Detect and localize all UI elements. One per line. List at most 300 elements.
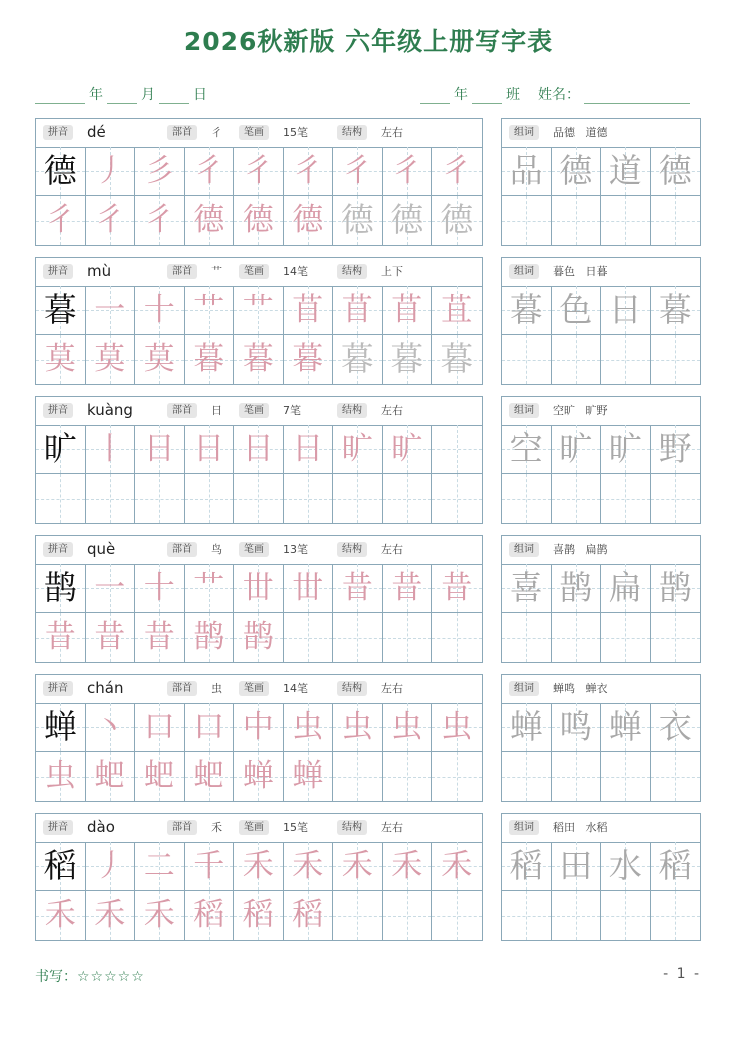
stroke-step: 日 — [242, 431, 274, 467]
grid-cell[interactable] — [86, 335, 136, 384]
grid-cell[interactable] — [135, 425, 185, 474]
grid-cell[interactable] — [432, 564, 482, 613]
grid-cell[interactable] — [135, 196, 185, 245]
radical-value: 虫 — [211, 682, 222, 695]
grid-cell[interactable] — [383, 891, 433, 940]
grid-cell[interactable] — [36, 147, 86, 196]
grid-cell[interactable] — [432, 842, 482, 891]
radical-value: 禾 — [211, 821, 222, 834]
grid-cell[interactable] — [383, 564, 433, 613]
model-character: 蝉 — [43, 707, 77, 746]
word-character: 喜 — [509, 568, 543, 607]
trace-character: 暮 — [340, 339, 374, 378]
grid-cell[interactable] — [601, 474, 651, 523]
grid-cell[interactable] — [432, 752, 482, 801]
trace-character: 德 — [340, 200, 374, 239]
stroke-step: 蝉 — [292, 758, 324, 794]
grid-cell[interactable] — [552, 474, 602, 523]
stroke-step: 莫 — [94, 341, 126, 377]
grid-cell[interactable] — [333, 474, 383, 523]
class-blank[interactable] — [472, 89, 502, 104]
grid-cell[interactable] — [86, 564, 136, 613]
word-character: 野 — [658, 429, 692, 468]
words-grid — [502, 286, 700, 384]
stroke-step: 彳 — [143, 202, 175, 238]
stroke-step: 彳 — [292, 153, 324, 189]
grid-cell[interactable] — [601, 147, 651, 196]
grid-cell[interactable] — [135, 286, 185, 335]
grid-cell[interactable] — [185, 842, 235, 891]
grid-cell[interactable] — [333, 613, 383, 662]
grid-cell[interactable] — [601, 564, 651, 613]
grid-cell[interactable] — [284, 842, 334, 891]
grid-cell[interactable] — [552, 425, 602, 474]
stroke-step: 艹 — [242, 292, 274, 328]
stroke-step: 十 — [143, 292, 175, 328]
grid-cell[interactable] — [234, 613, 284, 662]
word-character: 空 — [509, 429, 543, 468]
strokes-value: 7笔 — [283, 404, 301, 417]
structure-value: 左右 — [381, 543, 403, 556]
day-blank[interactable] — [159, 89, 189, 104]
char-meta — [36, 814, 482, 842]
grid-cell[interactable] — [383, 147, 433, 196]
grid-cell[interactable] — [86, 703, 136, 752]
word-character: 德 — [658, 151, 692, 190]
pinyin-value: chán — [87, 679, 124, 697]
month-blank[interactable] — [107, 89, 137, 104]
grid-cell[interactable] — [234, 752, 284, 801]
date-line — [35, 84, 211, 104]
grid-cell[interactable] — [284, 147, 334, 196]
grid-cell[interactable] — [86, 147, 136, 196]
stroke-step: 禾 — [292, 848, 324, 884]
grid-cell[interactable] — [552, 335, 602, 384]
stroke-step: 旷 — [391, 431, 423, 467]
grid-cell[interactable] — [185, 425, 235, 474]
grid-cell[interactable] — [651, 147, 701, 196]
grid-cell[interactable] — [284, 564, 334, 613]
grid-cell[interactable] — [432, 703, 482, 752]
grid-cell[interactable] — [234, 842, 284, 891]
grid-cell[interactable] — [284, 335, 334, 384]
stroke-step: 日 — [143, 431, 175, 467]
grid-cell[interactable] — [135, 703, 185, 752]
stroke-step: 昔 — [391, 570, 423, 606]
grid-cell[interactable] — [234, 425, 284, 474]
grid-cell[interactable] — [432, 474, 482, 523]
grid-cell[interactable] — [552, 842, 602, 891]
stroke-step: 艹 — [193, 570, 225, 606]
words-grid — [502, 703, 700, 801]
word-character: 扁 — [608, 568, 642, 607]
grid-cell[interactable] — [432, 425, 482, 474]
grid-cell[interactable] — [651, 613, 701, 662]
class-name-line — [420, 84, 690, 104]
grid-cell[interactable] — [432, 891, 482, 940]
stroke-step: 旷 — [341, 431, 373, 467]
stroke-step: 中 — [242, 709, 274, 745]
radical-tag: 部首 — [167, 820, 197, 835]
grid-cell[interactable] — [86, 474, 136, 523]
grid-cell[interactable] — [234, 564, 284, 613]
structure-tag: 结构 — [337, 125, 367, 140]
grid-cell[interactable] — [552, 564, 602, 613]
grid-cell[interactable] — [383, 842, 433, 891]
grid-cell[interactable] — [86, 196, 136, 245]
stroke-step: 禾 — [44, 897, 76, 933]
grid-cell[interactable] — [601, 196, 651, 245]
radical-value: 彳 — [211, 126, 222, 139]
grid-cell[interactable] — [333, 196, 383, 245]
grid-cell[interactable] — [651, 335, 701, 384]
year-blank[interactable] — [35, 89, 85, 104]
grade-label: 年 — [454, 87, 468, 103]
words-card — [501, 813, 701, 941]
stroke-step: 彳 — [441, 153, 473, 189]
grid-cell[interactable] — [333, 891, 383, 940]
stroke-step: 禾 — [143, 897, 175, 933]
stroke-step: 禾 — [242, 848, 274, 884]
grid-cell[interactable] — [333, 286, 383, 335]
page-title: 2026秋新版 六年级上册写字表 — [183, 27, 554, 56]
model-character: 旷 — [43, 429, 77, 468]
stroke-step: 稻 — [292, 897, 324, 933]
words-meta — [502, 119, 700, 147]
grid-cell[interactable] — [333, 752, 383, 801]
grade-blank[interactable] — [420, 89, 450, 104]
grid-cell[interactable] — [333, 425, 383, 474]
stroke-step: 蚆 — [143, 758, 175, 794]
stroke-step: 虫 — [292, 709, 324, 745]
stroke-step: 千 — [193, 848, 225, 884]
stroke-step: 苜 — [292, 292, 324, 328]
page-number: - 1 - — [663, 966, 701, 982]
grid-cell[interactable] — [502, 842, 552, 891]
grid-cell[interactable] — [502, 474, 552, 523]
stroke-step: 昔 — [94, 619, 126, 655]
grid-cell[interactable] — [86, 752, 136, 801]
grid-cell[interactable] — [185, 891, 235, 940]
strokes-tag: 笔画 — [239, 542, 269, 557]
stroke-step: 蝉 — [242, 758, 274, 794]
grid-cell[interactable] — [284, 703, 334, 752]
words-tag: 组词 — [509, 542, 539, 557]
char-card — [35, 535, 483, 663]
radical-value: 日 — [211, 404, 222, 417]
grid-cell[interactable] — [502, 196, 552, 245]
grid-cell[interactable] — [86, 613, 136, 662]
grid-cell[interactable] — [552, 613, 602, 662]
grid-cell[interactable] — [601, 613, 651, 662]
grid-cell[interactable] — [651, 196, 701, 245]
grid-cell[interactable] — [135, 891, 185, 940]
grid-cell[interactable] — [383, 703, 433, 752]
grid-cell[interactable] — [432, 196, 482, 245]
grid-cell[interactable] — [185, 286, 235, 335]
grid-cell[interactable] — [552, 703, 602, 752]
grid-cell[interactable] — [601, 703, 651, 752]
trace-character: 德 — [390, 200, 424, 239]
grid-cell[interactable] — [651, 564, 701, 613]
grid-cell[interactable] — [86, 842, 136, 891]
radical-tag: 部首 — [167, 542, 197, 557]
name-blank[interactable] — [584, 89, 690, 104]
structure-tag: 结构 — [337, 681, 367, 696]
words-value: 空旷 旷野 — [553, 404, 608, 417]
word-character: 鹊 — [559, 568, 593, 607]
pinyin-value: què — [87, 540, 116, 558]
grid-cell[interactable] — [284, 474, 334, 523]
grid-cell[interactable] — [234, 891, 284, 940]
grid-cell[interactable] — [36, 564, 86, 613]
words-card — [501, 118, 701, 246]
grid-cell[interactable] — [651, 286, 701, 335]
grid-cell[interactable] — [601, 335, 651, 384]
structure-value: 左右 — [381, 126, 403, 139]
grid-cell[interactable] — [135, 613, 185, 662]
grid-cell[interactable] — [432, 147, 482, 196]
grid-cell[interactable] — [383, 335, 433, 384]
grid-cell[interactable] — [284, 752, 334, 801]
stroke-step: 口 — [143, 709, 175, 745]
strokes-tag: 笔画 — [239, 820, 269, 835]
grid-cell[interactable] — [284, 425, 334, 474]
strokes-tag: 笔画 — [239, 125, 269, 140]
word-character: 暮 — [509, 290, 543, 329]
grid-cell[interactable] — [234, 703, 284, 752]
grid-cell[interactable] — [651, 752, 701, 801]
grid-cell[interactable] — [333, 564, 383, 613]
grid-cell[interactable] — [552, 147, 602, 196]
grid-cell[interactable] — [135, 564, 185, 613]
pinyin-tag: 拼音 — [43, 403, 73, 418]
name-label: 姓名： — [538, 87, 580, 103]
pinyin-value: kuàng — [87, 401, 133, 419]
stroke-step: 鹊 — [193, 619, 225, 655]
grid-cell[interactable] — [36, 335, 86, 384]
grid-cell[interactable] — [333, 147, 383, 196]
stroke-step: 彳 — [242, 153, 274, 189]
strokes-value: 15笔 — [283, 821, 308, 834]
stroke-step: 莫 — [44, 341, 76, 377]
stroke-step: 德 — [193, 202, 225, 238]
grid-cell[interactable] — [502, 286, 552, 335]
grid-cell[interactable] — [284, 613, 334, 662]
grid-cell[interactable] — [601, 425, 651, 474]
grid-cell[interactable] — [383, 752, 433, 801]
day-label: 日 — [193, 87, 207, 103]
grid-cell[interactable] — [502, 703, 552, 752]
stroke-step: 一 — [94, 570, 126, 606]
grid-cell[interactable] — [502, 425, 552, 474]
stroke-step: 日 — [193, 431, 225, 467]
words-value: 蝉鸣 蝉衣 — [553, 682, 608, 695]
grid-cell[interactable] — [432, 286, 482, 335]
grid-cell[interactable] — [383, 474, 433, 523]
grid-cell[interactable] — [135, 147, 185, 196]
stroke-step: 德 — [292, 202, 324, 238]
radical-tag: 部首 — [167, 403, 197, 418]
grid-cell[interactable] — [284, 286, 334, 335]
grid-cell[interactable] — [185, 335, 235, 384]
words-card — [501, 396, 701, 524]
grid-cell[interactable] — [135, 474, 185, 523]
grid-cell[interactable] — [234, 147, 284, 196]
stroke-step: 彳 — [341, 153, 373, 189]
stroke-step: 稻 — [242, 897, 274, 933]
char-card — [35, 674, 483, 802]
words-value: 喜鹊 扁鹊 — [553, 543, 608, 556]
words-value: 暮色 日暮 — [553, 265, 608, 278]
word-character: 鹊 — [658, 568, 692, 607]
grid-cell[interactable] — [36, 752, 86, 801]
pinyin-value: dé — [87, 123, 106, 141]
grid-cell[interactable] — [601, 842, 651, 891]
stroke-step: 虫 — [341, 709, 373, 745]
stroke-step: 口 — [193, 709, 225, 745]
grid-cell[interactable] — [552, 196, 602, 245]
words-meta — [502, 814, 700, 842]
grid-cell[interactable] — [333, 335, 383, 384]
stroke-step: 彳 — [193, 153, 225, 189]
writing-grid — [36, 564, 482, 662]
grid-cell[interactable] — [86, 286, 136, 335]
grid-cell[interactable] — [432, 335, 482, 384]
radical-tag: 部首 — [167, 125, 197, 140]
words-meta — [502, 675, 700, 703]
grid-cell[interactable] — [651, 703, 701, 752]
grid-cell[interactable] — [284, 891, 334, 940]
char-card — [35, 396, 483, 524]
char-card — [35, 813, 483, 941]
stroke-step: 禾 — [441, 848, 473, 884]
rating-label: 书写： — [35, 969, 77, 985]
grid-cell[interactable] — [502, 891, 552, 940]
grid-cell[interactable] — [36, 286, 86, 335]
grid-cell[interactable] — [552, 891, 602, 940]
writing-grid — [36, 703, 482, 801]
grid-cell[interactable] — [552, 286, 602, 335]
strokes-value: 14笔 — [283, 265, 308, 278]
grid-cell[interactable] — [284, 196, 334, 245]
stroke-step: 丗 — [292, 570, 324, 606]
grid-cell[interactable] — [36, 474, 86, 523]
strokes-value: 15笔 — [283, 126, 308, 139]
stroke-step: 暮 — [242, 341, 274, 377]
model-character: 暮 — [43, 290, 77, 329]
grid-cell[interactable] — [185, 703, 235, 752]
grid-cell[interactable] — [383, 286, 433, 335]
pinyin-value: dào — [87, 818, 115, 836]
grid-cell[interactable] — [502, 335, 552, 384]
grid-cell[interactable] — [601, 286, 651, 335]
words-card — [501, 674, 701, 802]
stroke-step: 虫 — [391, 709, 423, 745]
structure-tag: 结构 — [337, 542, 367, 557]
grid-cell[interactable] — [333, 842, 383, 891]
grid-cell[interactable] — [36, 613, 86, 662]
stroke-step: 苜 — [341, 292, 373, 328]
words-grid — [502, 564, 700, 662]
writing-grid — [36, 147, 482, 245]
stroke-step: 彳 — [94, 202, 126, 238]
grid-cell[interactable] — [502, 564, 552, 613]
grid-cell[interactable] — [601, 891, 651, 940]
stroke-step: 禾 — [341, 848, 373, 884]
grid-cell[interactable] — [36, 425, 86, 474]
grid-cell[interactable] — [383, 196, 433, 245]
grid-cell[interactable] — [651, 474, 701, 523]
word-character: 稻 — [509, 846, 543, 885]
trace-character: 暮 — [390, 339, 424, 378]
words-tag: 组词 — [509, 681, 539, 696]
grid-cell[interactable] — [185, 196, 235, 245]
grid-cell[interactable] — [135, 335, 185, 384]
model-character: 稻 — [43, 846, 77, 885]
grid-cell[interactable] — [651, 842, 701, 891]
stroke-step: 暮 — [292, 341, 324, 377]
grid-cell[interactable] — [234, 286, 284, 335]
grid-cell[interactable] — [86, 425, 136, 474]
grid-cell[interactable] — [651, 425, 701, 474]
stroke-step: 二 — [143, 848, 175, 884]
grid-cell[interactable] — [36, 842, 86, 891]
grid-cell[interactable] — [185, 613, 235, 662]
grid-cell[interactable] — [383, 613, 433, 662]
grid-cell[interactable] — [36, 703, 86, 752]
word-character: 品 — [509, 151, 543, 190]
grid-cell[interactable] — [651, 891, 701, 940]
grid-cell[interactable] — [552, 752, 602, 801]
class-label: 班 — [506, 87, 520, 103]
grid-cell[interactable] — [86, 891, 136, 940]
structure-value: 上下 — [381, 265, 403, 278]
grid-cell[interactable] — [383, 425, 433, 474]
words-meta — [502, 397, 700, 425]
grid-cell[interactable] — [333, 703, 383, 752]
stroke-step: 彡 — [143, 153, 175, 189]
grid-cell[interactable] — [36, 196, 86, 245]
grid-cell[interactable] — [502, 613, 552, 662]
words-meta — [502, 536, 700, 564]
grid-cell[interactable] — [185, 474, 235, 523]
stroke-step: 丨 — [94, 431, 126, 467]
word-character: 田 — [559, 846, 593, 885]
grid-cell[interactable] — [234, 196, 284, 245]
rating-stars[interactable]: ☆☆☆☆☆ — [77, 969, 145, 985]
stroke-step: 蚆 — [193, 758, 225, 794]
grid-cell[interactable] — [185, 752, 235, 801]
grid-cell[interactable] — [135, 842, 185, 891]
grid-cell[interactable] — [432, 613, 482, 662]
word-character: 衣 — [658, 707, 692, 746]
grid-cell[interactable] — [502, 147, 552, 196]
grid-cell[interactable] — [185, 147, 235, 196]
stroke-step: 彳 — [391, 153, 423, 189]
writing-grid — [36, 842, 482, 940]
grid-cell[interactable] — [135, 752, 185, 801]
grid-cell[interactable] — [502, 752, 552, 801]
grid-cell[interactable] — [601, 752, 651, 801]
word-character: 旷 — [608, 429, 642, 468]
grid-cell[interactable] — [234, 474, 284, 523]
structure-value: 左右 — [381, 404, 403, 417]
grid-cell[interactable] — [185, 564, 235, 613]
grid-cell[interactable] — [36, 891, 86, 940]
pinyin-tag: 拼音 — [43, 681, 73, 696]
grid-cell[interactable] — [234, 335, 284, 384]
